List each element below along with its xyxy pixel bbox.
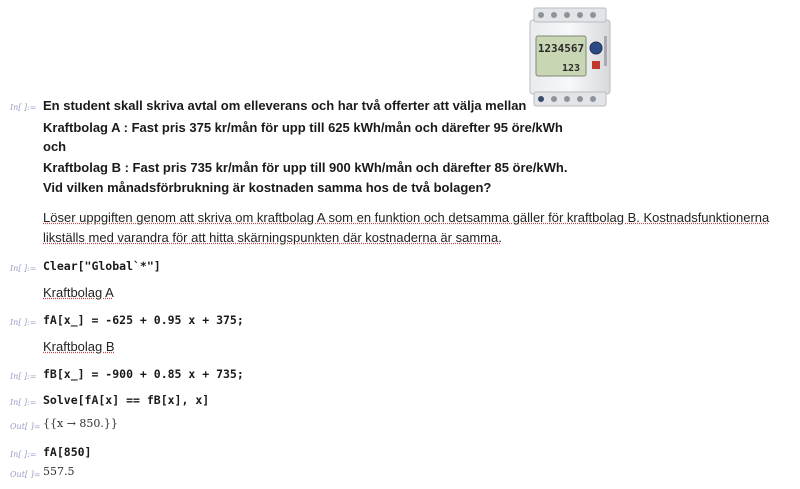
heading-kraftbolag-b: Kraftbolag B [43,339,115,354]
heading-kraftbolag-a: Kraftbolag A [43,285,114,300]
output-label: Out[ ]= [10,470,41,479]
code-solve[interactable]: Solve[fA[x] == fB[x], x] [43,393,210,407]
code-clear[interactable]: Clear["Global`*"] [43,259,161,273]
problem-line-3: och [43,139,67,154]
solve-output: {{x → 850.}} [43,417,118,430]
problem-line-2: Kraftbolag A : Fast pris 375 kr/mån för upp till 625 kWh/mån och därefter 95 öre/kWh [43,120,563,135]
input-label: In[ ]:= [10,103,37,112]
problem-line-1: En student skall skriva avtal om elleverans och har två offerter att välja mellan [43,98,527,113]
meter-display-bottom: 123 [561,63,580,74]
problem-line-4: Kraftbolag B : Fast pris 735 kr/mån för upp till 900 kWh/mån och därefter 85 öre/kWh. [43,160,568,175]
input-label: In[ ]:= [10,398,37,407]
output-label: Out[ ]= [10,422,41,431]
input-label: In[ ]:= [10,264,37,273]
electricity-meter-image [528,6,612,108]
code-define-fa[interactable]: fA[x_] = -625 + 0.95 x + 375; [43,313,244,327]
input-label: In[ ]:= [10,318,37,327]
explanation-line-2: likställs med varandra för att hitta skärningspunkten där kostnaderna är samma. [43,230,502,245]
explanation-line-1: Löser uppgiften genom att skriva om kraftbolag A som en funktion och detsamma gäller för kraftbolag B. Kostnadsfunktionerna [43,210,770,225]
meter-display-top: 1234567 [537,42,585,55]
code-evaluate-fa[interactable]: fA[850] [43,445,92,459]
input-label: In[ ]:= [10,372,37,381]
code-define-fb[interactable]: fB[x_] = -900 + 0.85 x + 735; [43,367,244,381]
input-label: In[ ]:= [10,450,37,459]
problem-line-5: Vid vilken månadsförbrukning är kostnaden samma hos de två bolagen? [43,180,492,195]
evaluate-output: 557.5 [43,465,75,478]
